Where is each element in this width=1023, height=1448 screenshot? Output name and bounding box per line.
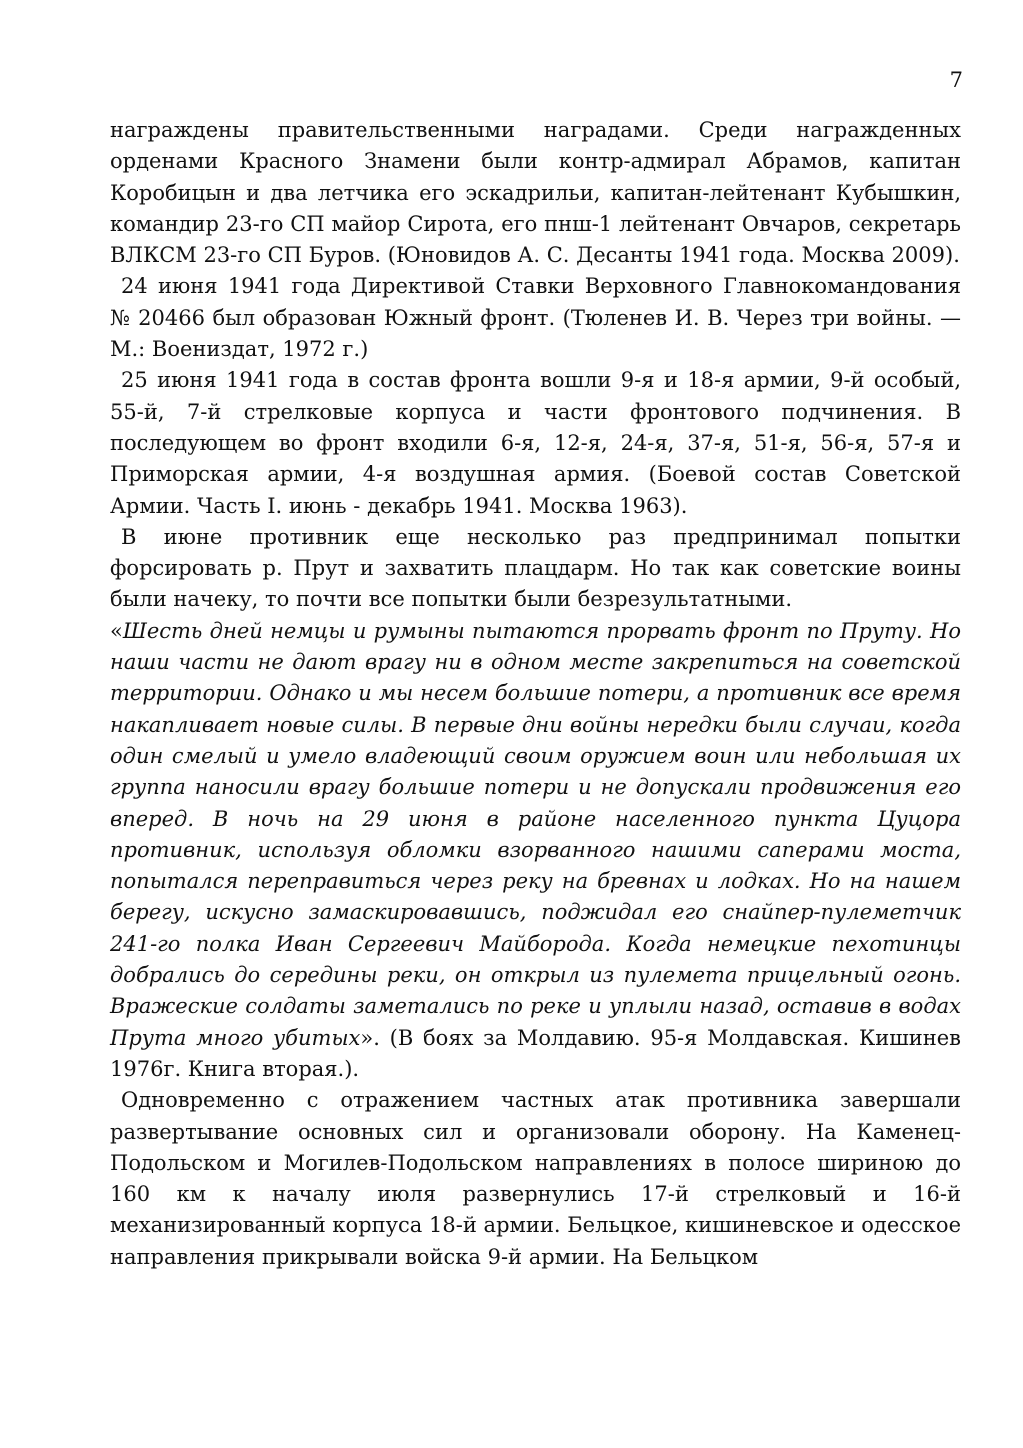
- paragraph-awards: награждены правительственными наградами. Среди награжденных орденами Красного Знамени были контр-адмирал Абрамов, капитан Коробицын и два летчика его эскадрильи, капитан-лейтенант Кубышкин, командир 23-го СП майор Сирота, его пнш-1 лейтенант Овчаров, секретарь ВЛКСМ 23-го СП Буров. (Юновидов А. С. Десанты 1941 года. Москва 2009).: [110, 118, 961, 268]
- page-number: 7: [949, 68, 963, 92]
- quote-open-mark: «: [110, 618, 123, 643]
- paragraph-quote: [110, 616, 961, 1085]
- page-body: [110, 115, 961, 1273]
- quote-close-mark: ».: [360, 1025, 380, 1050]
- quote-source: (В боях за Молдавию. 95-я Молдавская. Кишинев 1976г. Книга вторая.).: [110, 1025, 961, 1081]
- paragraph-defense: Одновременно с отражением частных атак противника завершали развертывание основных сил и организовали оборону. На Каменец-Подольском и Могилев-Подольском направлениях в полосе шириною до 160 км к началу июля развернулись 17-й стрелковый и 16-й механизированный корпуса 18-й армии. Бельцкое, кишиневское и одесское направления прикрывали войска 9-й армии. На Бельцком: [110, 1088, 961, 1269]
- paragraph-front-composition: 25 июня 1941 года в состав фронта вошли 9-я и 18-я армии, 9-й особый, 55-й, 7-й стрелковые корпуса и части фронтового подчинения. В последующем во фронт входили 6-я, 12-я, 24-я, 37-я, 51-я, 56-я, 57-я и Приморская армии, 4-я воздушная армия. (Боевой состав Советской Армии. Часть I. июнь - декабрь 1941. Москва 1963).: [110, 368, 961, 518]
- paragraph-southern-front: 24 июня 1941 года Директивой Ставки Верховного Главнокомандования № 20466 был образован Южный фронт. (Тюленев И. В. Через три войны. — М.: Воениздат, 1972 г.): [110, 274, 961, 362]
- quote-text: Шесть дней немцы и румыны пытаются прорвать фронт по Пруту. Но наши части не дают врагу ни в одном месте закрепиться на советской территории. Однако и мы несем большие потери, а противник все время накапливает новые силы. В первые дни войны нередки были случаи, когда один смелый и умело владеющий своим оружием воин или небольшая их группа наносили врагу большие потери и не допускали продвижения его вперед. В ночь на 29 июня в районе населенного пункта Цуцора противник, используя обломки взорванного нашими саперами моста, попытался переправиться через реку на бревнах и лодках. Но на нашем берегу, искусно замаскировавшись, поджидал его снайпер-пулеметчик 241-го полка Иван Сергеевич Майборода. Когда немецкие пехотинцы добрались до середины реки, он открыл из пулемета прицельный огонь. Вражеские солдаты заметались по реке и уплыли назад, оставив в водах Прута много убитых: [110, 618, 961, 1050]
- paragraph-prut-attempts: В июне противник еще несколько раз предпринимал попытки форсировать р. Прут и захватить плацдарм. Но так как советские воины были начеку, то почти все попытки были безрезультатными.: [110, 524, 961, 612]
